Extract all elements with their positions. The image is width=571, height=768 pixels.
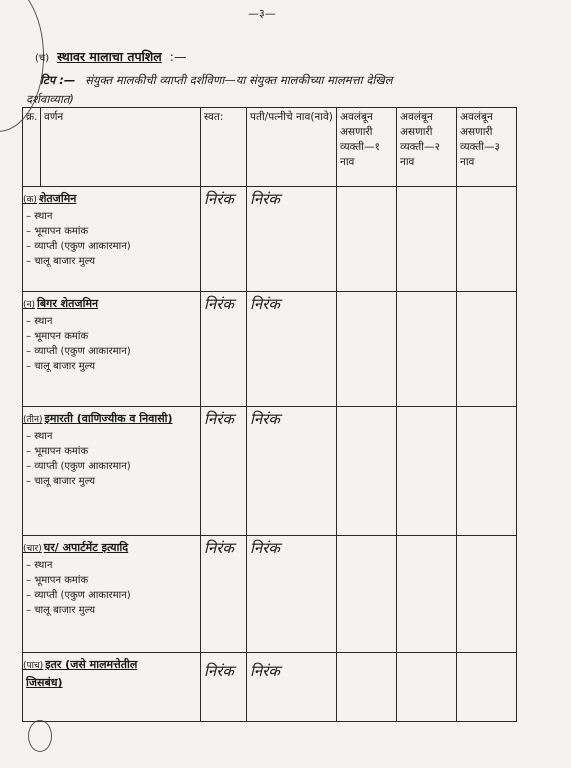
category-title (23, 540, 197, 555)
sub-item: – व्याप्ती (एकुण आकारमान) (26, 239, 197, 254)
note-text-continued: दर्शवाव्यात) (26, 92, 74, 106)
self-value: निरंक (201, 187, 247, 292)
section-number: (च) (35, 53, 50, 64)
dependent-3-value (457, 292, 517, 407)
category-prefix: (क) (23, 195, 37, 205)
category-title-text: शेतजमिन (38, 192, 77, 205)
category-title-text: बिगर शेतजमिन (37, 297, 99, 310)
page-number: —३— (248, 7, 276, 20)
note-line (40, 73, 393, 88)
dependent-3-value (457, 407, 517, 536)
dependent-3-value (457, 187, 517, 292)
dependent-2-value (397, 407, 457, 536)
self-value: निरंक (201, 292, 247, 407)
dependent-1-value (337, 536, 397, 653)
sub-item: – भूमापन कमांक (26, 444, 197, 459)
category-title-text: इमारती (वाणिज्यीक व निवासी) (44, 412, 173, 425)
section-heading (35, 48, 187, 65)
table-header-row (23, 108, 517, 187)
row-description (23, 407, 201, 536)
row-description (23, 292, 201, 407)
table-row (23, 653, 517, 722)
sub-item: – चालू बाजार मुल्य (26, 359, 197, 374)
dependent-1-value (337, 292, 397, 407)
category-title-text: घर/ अपार्टमेंट इत्यादि (43, 541, 129, 554)
section-title: स्थावर मालाचा तपशिल (57, 49, 162, 64)
sub-item: – स्थान (26, 429, 197, 444)
self-value: निरंक (201, 407, 247, 536)
sub-item: – स्थान (26, 314, 197, 329)
note-text: संयुक्त मालकीची व्याप्ती दर्शविणा—या संयुक्त मालकीच्या मालमत्ता देखिल (85, 73, 393, 87)
category-title-text: इतर (जसे मालमत्तेतील (45, 658, 138, 671)
row-description (23, 653, 201, 722)
row-description (23, 187, 201, 292)
category-prefix: (न) (23, 300, 36, 310)
category-prefix: (पाच) (23, 661, 44, 671)
category-title (23, 411, 197, 426)
dependent-1-value (337, 187, 397, 292)
sub-item: – व्याप्ती (एकुण आकारमान) (26, 588, 197, 603)
header-dependent-2: अवलंबून असणारी व्यक्ती—२ नाव (397, 108, 457, 187)
row-description (23, 536, 201, 653)
dependent-3-value (457, 653, 517, 722)
binding-hole-mark-bottom (28, 720, 52, 752)
sub-item: – भूमापन कमांक (26, 329, 197, 344)
header-self: स्वत: (201, 108, 247, 187)
spouse-value: निरंक (247, 292, 337, 407)
self-value: निरंक (201, 653, 247, 722)
table-row (23, 187, 517, 292)
header-description: वर्णन (41, 108, 201, 187)
spouse-value: निरंक (247, 653, 337, 722)
category-prefix: (चार) (23, 544, 42, 554)
header-dependent-1: अवलंबून असणारी व्यक्ती—१ नाव (337, 108, 397, 187)
spouse-value: निरंक (247, 536, 337, 653)
sub-item: – भूमापन कमांक (26, 573, 197, 588)
sub-item: – चालू बाजार मुल्य (26, 474, 197, 489)
header-dependent-3: अवलंबून असणारी व्यक्ती—३ नाव (457, 108, 517, 187)
section-title-suffix: :— (169, 49, 187, 64)
sub-item: – व्याप्ती (एकुण आकारमान) (26, 344, 197, 359)
header-sr: क्र. (23, 108, 41, 187)
spouse-value: निरंक (247, 407, 337, 536)
table-row (23, 536, 517, 653)
sub-item: – स्थान (26, 558, 197, 573)
category-title (23, 191, 197, 206)
dependent-1-value (337, 407, 397, 536)
dependent-2-value (397, 653, 457, 722)
dependent-2-value (397, 187, 457, 292)
category-prefix: (तीन) (23, 415, 43, 425)
table-row (23, 407, 517, 536)
dependent-1-value (337, 653, 397, 722)
sub-item: – स्थान (26, 209, 197, 224)
sub-item: – व्याप्ती (एकुण आकारमान) (26, 459, 197, 474)
dependent-3-value (457, 536, 517, 653)
category-title (23, 657, 197, 672)
note-label: टिप :— (40, 73, 76, 87)
header-spouse: पती/पत्नीचे नाव(नावे) (247, 108, 337, 187)
category-title (23, 296, 197, 311)
spouse-value: निरंक (247, 187, 337, 292)
sub-item: – चालू बाजार मुल्य (26, 603, 197, 618)
sub-item: – भूमापन कमांक (26, 224, 197, 239)
category-title-continued: जिसबंध) (26, 676, 63, 689)
property-table (22, 107, 517, 722)
dependent-2-value (397, 292, 457, 407)
table-row (23, 292, 517, 407)
sub-item: – चालू बाजार मुल्य (26, 254, 197, 269)
self-value: निरंक (201, 536, 247, 653)
dependent-2-value (397, 536, 457, 653)
